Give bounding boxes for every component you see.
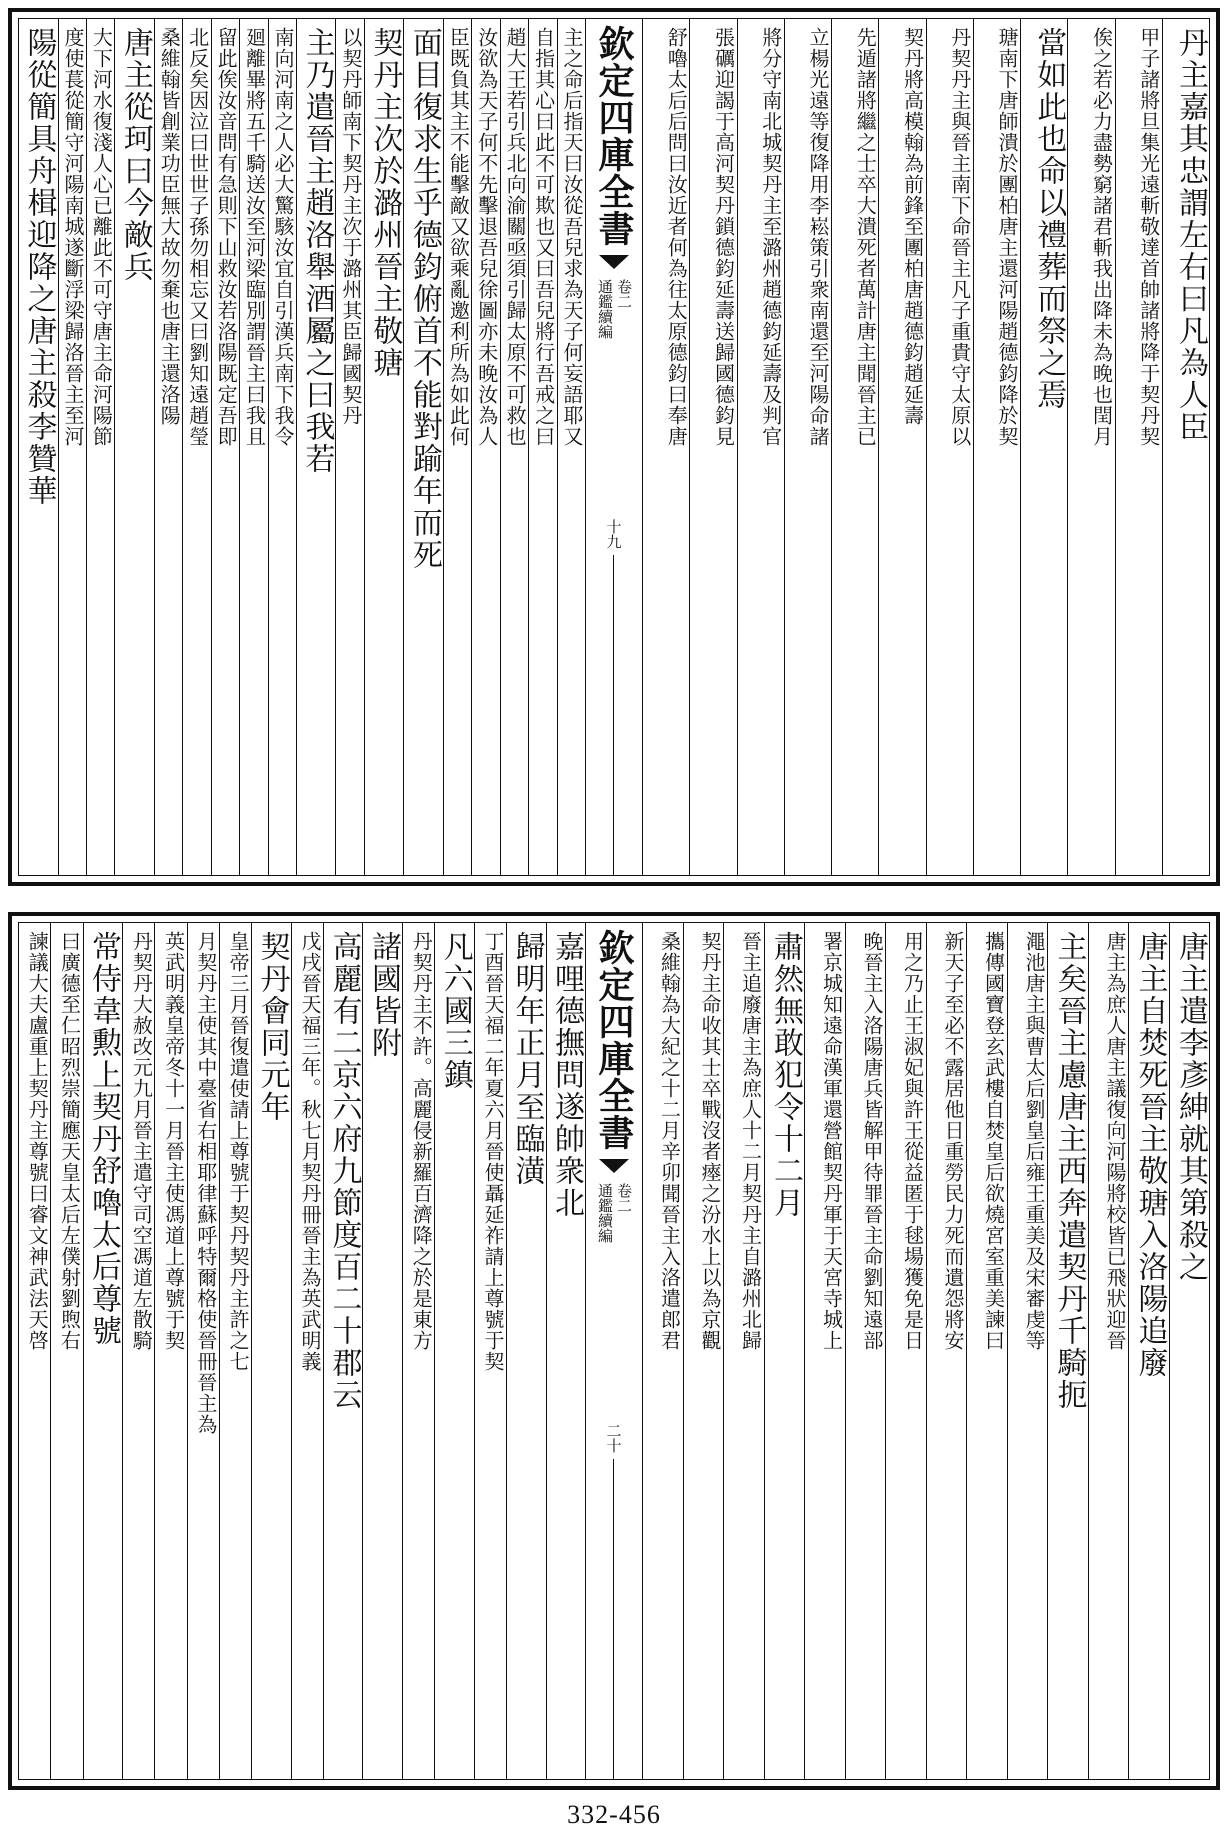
text-column: 戊戌晉天福三年。秋七月契丹冊晉主為英武明義	[291, 923, 323, 1779]
page-number: 332-456	[567, 1800, 661, 1829]
book-title: 欽定四庫全書	[593, 25, 635, 247]
text-column: 桑維翰為大紀之十二月辛卯聞晉主入洛遣郎君	[657, 931, 682, 1351]
text-column: 諸國皆附	[362, 923, 402, 1779]
center-fold-bottom	[585, 923, 643, 1779]
text-column: 契丹會同元年	[251, 923, 291, 1779]
text-column: 俟之若必力盡勢窮諸君斬我出降未為晚也閏月	[1067, 19, 1114, 875]
text-column: 契丹將高模翰為前鋒至團柏唐趙德鈞趙延壽	[878, 19, 925, 875]
text-column: 丹契丹主不許。高麗侵新羅百濟降之於是東方	[402, 923, 434, 1779]
text-column: 桑維翰皆創業功臣無大故勿棄也唐主還洛陽	[154, 19, 182, 875]
text-column: 唐主遣李彥紳就其第殺之	[1169, 923, 1210, 1779]
text-column: 張礪迎謁于高河契丹鎖德鈞延壽送歸國德鈞見	[689, 19, 736, 875]
text-column: 當如此也命以禮葬而祭之焉	[1020, 19, 1067, 875]
text-column: 自指其心曰此不可欺也又曰吾兒將行吾戒之曰	[528, 19, 556, 875]
text-column: 常侍韋勲上契丹舒嚕太后尊號	[83, 923, 123, 1779]
text-column: 凡六國三鎮	[434, 923, 474, 1779]
volume-label: 卷二	[615, 1183, 633, 1213]
volume-label: 卷二	[615, 279, 633, 309]
text-column: 汝欲為天子何不先擊退吾兒徐圖亦未晚汝為人	[471, 19, 499, 875]
text-column: 契丹主命收其士卒戰沒者瘞之汾水上以為京觀	[683, 923, 724, 1779]
text-column: 諫議大夫盧重上契丹主尊號曰睿文神武法天啓	[25, 931, 50, 1351]
left-half-bottom	[19, 923, 585, 1779]
text-column: 丁酉晉天福二年夏六月晉使聶延祚請上尊號于契	[474, 923, 506, 1779]
text-column: 趙大王若引兵北向渝關亟須引歸太原不可救也	[500, 19, 528, 875]
text-column: 北反矣因泣曰世世子孫勿相忘又曰劉知遠趙瑩	[182, 19, 210, 875]
fishtail-mark-icon	[599, 255, 629, 273]
text-column: 署京城知遠命漢軍還營館契丹軍于天宮寺城上	[804, 923, 845, 1779]
text-column: 晉主追廢唐主為庶人十二月契丹主自潞州北歸	[723, 923, 764, 1779]
text-column: 舒嚕太后后問曰汝近者何為往太原德鈞曰奉唐	[664, 27, 689, 447]
text-column: 高麗有二京六府九節度百二十郡云	[323, 923, 363, 1779]
text-column: 攜傳國寶登玄武樓自焚皇后欲燒宮室重美諫曰	[966, 923, 1007, 1779]
left-half-top	[19, 19, 585, 875]
text-column: 陽從簡具舟楫迎降之唐主殺李贊華	[21, 27, 57, 507]
book-name: 通鑑續編	[596, 1183, 614, 1243]
page-spread-top	[8, 8, 1220, 886]
text-column: 甲子諸將旦集光遠斬敬達首帥諸將降于契丹契	[1115, 19, 1162, 875]
right-half-bottom	[643, 923, 1209, 1779]
text-column: 丹主嘉其忠謂左右曰凡為人臣	[1162, 19, 1209, 875]
text-column: 用之乃止王淑妃與許王從益匿于毬場獲免是日	[885, 923, 926, 1779]
text-column: 丹契丹大赦改元九月晉主遣守司空馮道左散騎	[122, 923, 154, 1779]
center-fold-top	[585, 19, 643, 875]
text-column: 唐主從珂曰今敵兵	[114, 19, 154, 875]
text-column: 唐主自焚死晉主敬瑭入洛陽追廢	[1128, 923, 1169, 1779]
text-column: 月契丹主使其中臺省右相耶律蘇呼特爾格使晉冊晉主為	[187, 923, 219, 1779]
text-column: 先遁諸將繼之士卒大潰死者萬計唐主聞晉主已	[831, 19, 878, 875]
text-column: 大下河水復淺人心已離此不可守唐主命河陽節	[86, 19, 114, 875]
text-column: 契丹主次於潞州晉主敬瑭	[364, 19, 404, 875]
page-spread-bottom	[8, 912, 1220, 1790]
text-column: 歸明年正月至臨潢	[506, 923, 546, 1779]
text-column: 將分守南北城契丹主至潞州趙德鈞延壽及判官	[737, 19, 784, 875]
text-column: 皇帝三月晉復遣使請上尊號于契丹契丹主許之七	[219, 923, 251, 1779]
right-half-top	[643, 19, 1209, 875]
book-name: 通鑑續編	[596, 279, 614, 339]
folio-number: 十九	[604, 519, 623, 549]
text-column: 曰廣德至仁昭烈崇簡應天皇太后左僕射劉煦右	[50, 923, 82, 1779]
folio-number: 二十	[604, 1423, 623, 1453]
text-column: 瑭南下唐師潰於團柏唐主還河陽趙德鈞降於契	[973, 19, 1020, 875]
text-column: 臣既負其主不能擊敵又欲乘亂邀利所為如此何	[443, 19, 471, 875]
text-column: 肅然無敢犯令十二月	[764, 923, 805, 1779]
text-column: 南向河南之人必大驚駭汝宜自引漢兵南下我令	[268, 19, 296, 875]
text-column: 留此俟汝音問有急則下山救汝若洛陽既定吾即	[211, 19, 239, 875]
text-column: 主乃遣晉主趙洛舉酒屬之曰我若	[296, 19, 336, 875]
text-column: 唐主為庶人唐主議復向河陽將校皆已飛狀迎晉	[1088, 923, 1129, 1779]
fishtail-mark-icon	[599, 1159, 629, 1177]
text-column: 澠池唐主與曹太后劉皇后雍王重美及宋審虔等	[1007, 923, 1048, 1779]
text-column: 主之命后指天曰汝從吾兒求為天子何妄語耶又	[557, 19, 585, 875]
text-column: 新天子至必不露居他日重勞民力死而遺怨將安	[926, 923, 967, 1779]
text-column: 立楊光遠等復降用李崧策引衆南還至河陽命諸	[784, 19, 831, 875]
text-column: 丹契丹主與晉主南下命晉主凡子重貴守太原以	[926, 19, 973, 875]
text-column: 嘉哩德撫問遂帥衆北	[546, 923, 586, 1779]
text-column: 度使萇從簡守河陽南城遂斷浮梁歸洛晉主至河	[58, 19, 86, 875]
text-column: 晚晉主入洛陽唐兵皆解甲待罪晉主命劉知遠部	[845, 923, 886, 1779]
book-title: 欽定四庫全書	[593, 929, 635, 1151]
text-column: 以契丹師南下契丹主次于潞州其臣歸國契丹	[335, 19, 363, 875]
text-column: 廻離畢將五千騎送汝至河梁臨別謂晉主曰我且	[239, 19, 267, 875]
text-column: 面目復求生乎德鈞俯首不能對踰年而死	[403, 19, 443, 875]
text-column: 主矣晉主慮唐主西奔遣契丹千騎扼	[1047, 923, 1088, 1779]
text-column: 英武明義皇帝冬十一月晉主使馮道上尊號于契	[154, 923, 186, 1779]
